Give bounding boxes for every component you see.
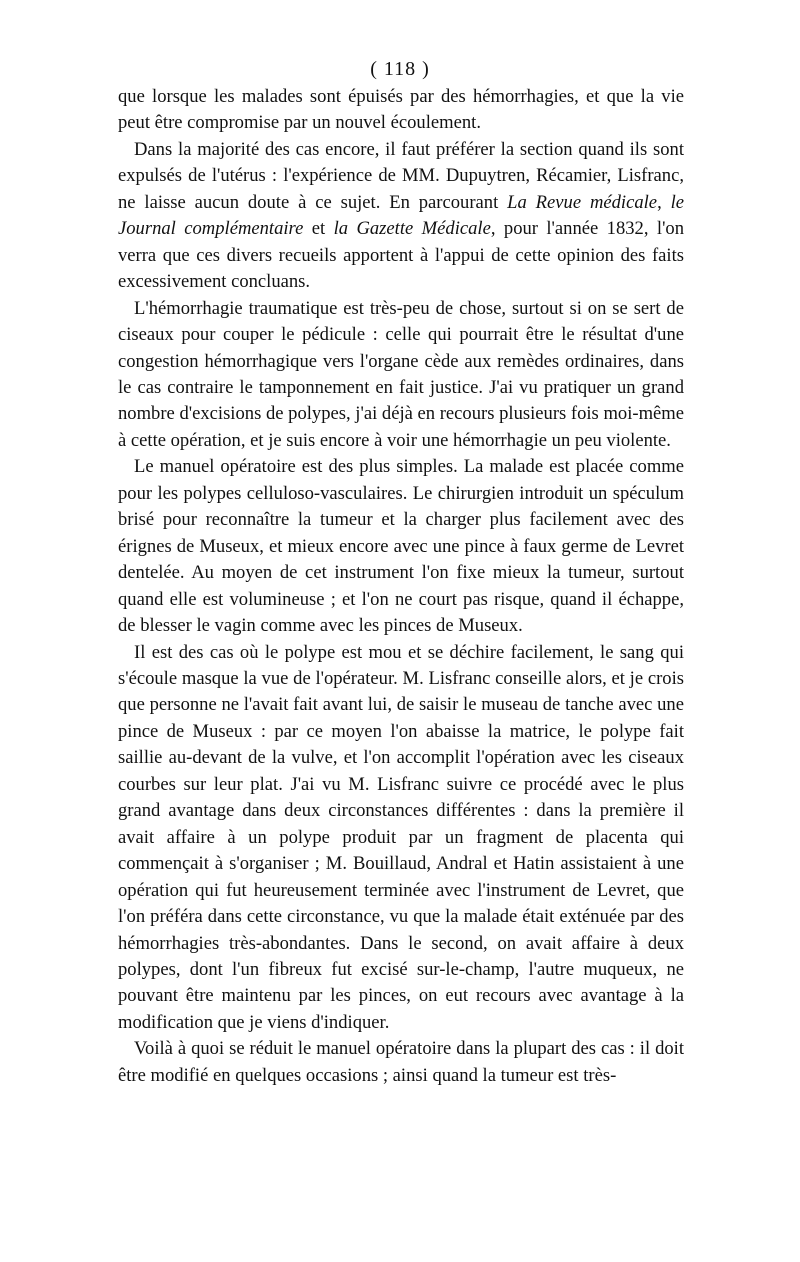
paragraph-soft-polyp-cases: Il est des cas où le polype est mou et se déchire facilement, le sang qui s'écoule masque la vue de l'opérateur. M. Lisfranc conseille alors, et je crois que personne ne l'avait fait avant lui, de saisir le museau de tanche avec une pince de Museux : par ce moyen l'on abaisse la matrice, le polype fait saillie au-devant de la vulve, et l'on accomplit l'opération avec les ciseaux courbes sur leur plat. J'ai vu M. Lisfranc suivre ce procédé avec le plus grand avantage dans deux circonstances différentes : dans la première il avait affaire à un polype produit par un fragment de placenta qui commençait à s'organiser ; M. Bouillaud, Andral et Hatin assistaient à une opération qui fut heureusement terminée avec l'instrument de Levret, que l'on préféra dans cette circonstance, vu que la malade était exténuée par des hémorrhagies très-abondantes. Dans le second, on avait affaire à deux polypes, dont l'un fibreux fut excisé sur-le-champ, l'autre muqueux, ne pouvant être maintenu par les pinces, on eut recours avec avantage à la modification que je viens d'indiquer. <box>118 641 684 1033</box>
paragraph-majority-of-cases <box>118 137 684 296</box>
paragraph-text: , pour l'année 1832, l'on verra que ces divers recueils apportent à l'appui de cette opinion des faits excessivement concluans. <box>118 218 685 293</box>
paragraph-operative-manual: Le manuel opératoire est des plus simples. La malade est placée comme pour les polypes celluloso-vasculaires. Le chirurgien introduit un spéculum brisé pour reconnaître la tumeur et la charger plus facilement avec des érignes de Museux, et mieux encore avec une pince à faux germe de Levret dentelée. Au moyen de cet instrument l'on fixe mieux la tumeur, surtout quand elle est volumineuse ; et l'on ne court pas risque, quand il échappe, de blesser le vagin comme avec les pinces de Museux. <box>118 456 684 637</box>
paragraph-text: et <box>303 218 334 240</box>
journal-title-journal-complementaire: le Journal complémentaire <box>118 191 685 240</box>
body-text <box>118 84 684 1089</box>
paragraph-traumatic-hemorrhage: L'hémorrhagie traumatique est très-peu de chose, surtout si on se sert de ciseaux pour couper le pédicule : celle qui pourrait être le résultat d'une congestion hémorrhagique vers l'organe cède aux remèdes ordinaires, dans le cas contraire le tamponnement en fait justice. J'ai vu pratiquer un grand nombre d'excisions de polypes, j'ai déjà en recours plusieurs fois moi-même à cette opération, et je suis encore à voir une hémorrhagie un peu violente. <box>118 297 684 451</box>
journal-title-gazette-medicale: la Gazette Médicale <box>333 218 491 240</box>
paragraph-text: , <box>657 191 671 213</box>
paragraph-text: Dans la majorité des cas encore, il faut préférer la section quand ils sont expulsés de l'utérus : l'expérience de MM. Dupuytren, Récamier, Lisfranc, ne laisse aucun doute à ce sujet. En parcourant <box>118 138 684 213</box>
paragraph-summary: Voilà à quoi se réduit le manuel opératoire dans la plupart des cas : il doit être modifié en quelques occasions ; ainsi quand la tumeur est très- <box>118 1038 684 1086</box>
journal-title-revue-medicale: La Revue médicale <box>507 191 658 213</box>
page-number: ( 118 ) <box>370 58 430 80</box>
paragraph-continuation: que lorsque les malades sont épuisés par des hémorrhagies, et que la vie peut être compromise par un nouvel écoulement. <box>118 86 684 134</box>
